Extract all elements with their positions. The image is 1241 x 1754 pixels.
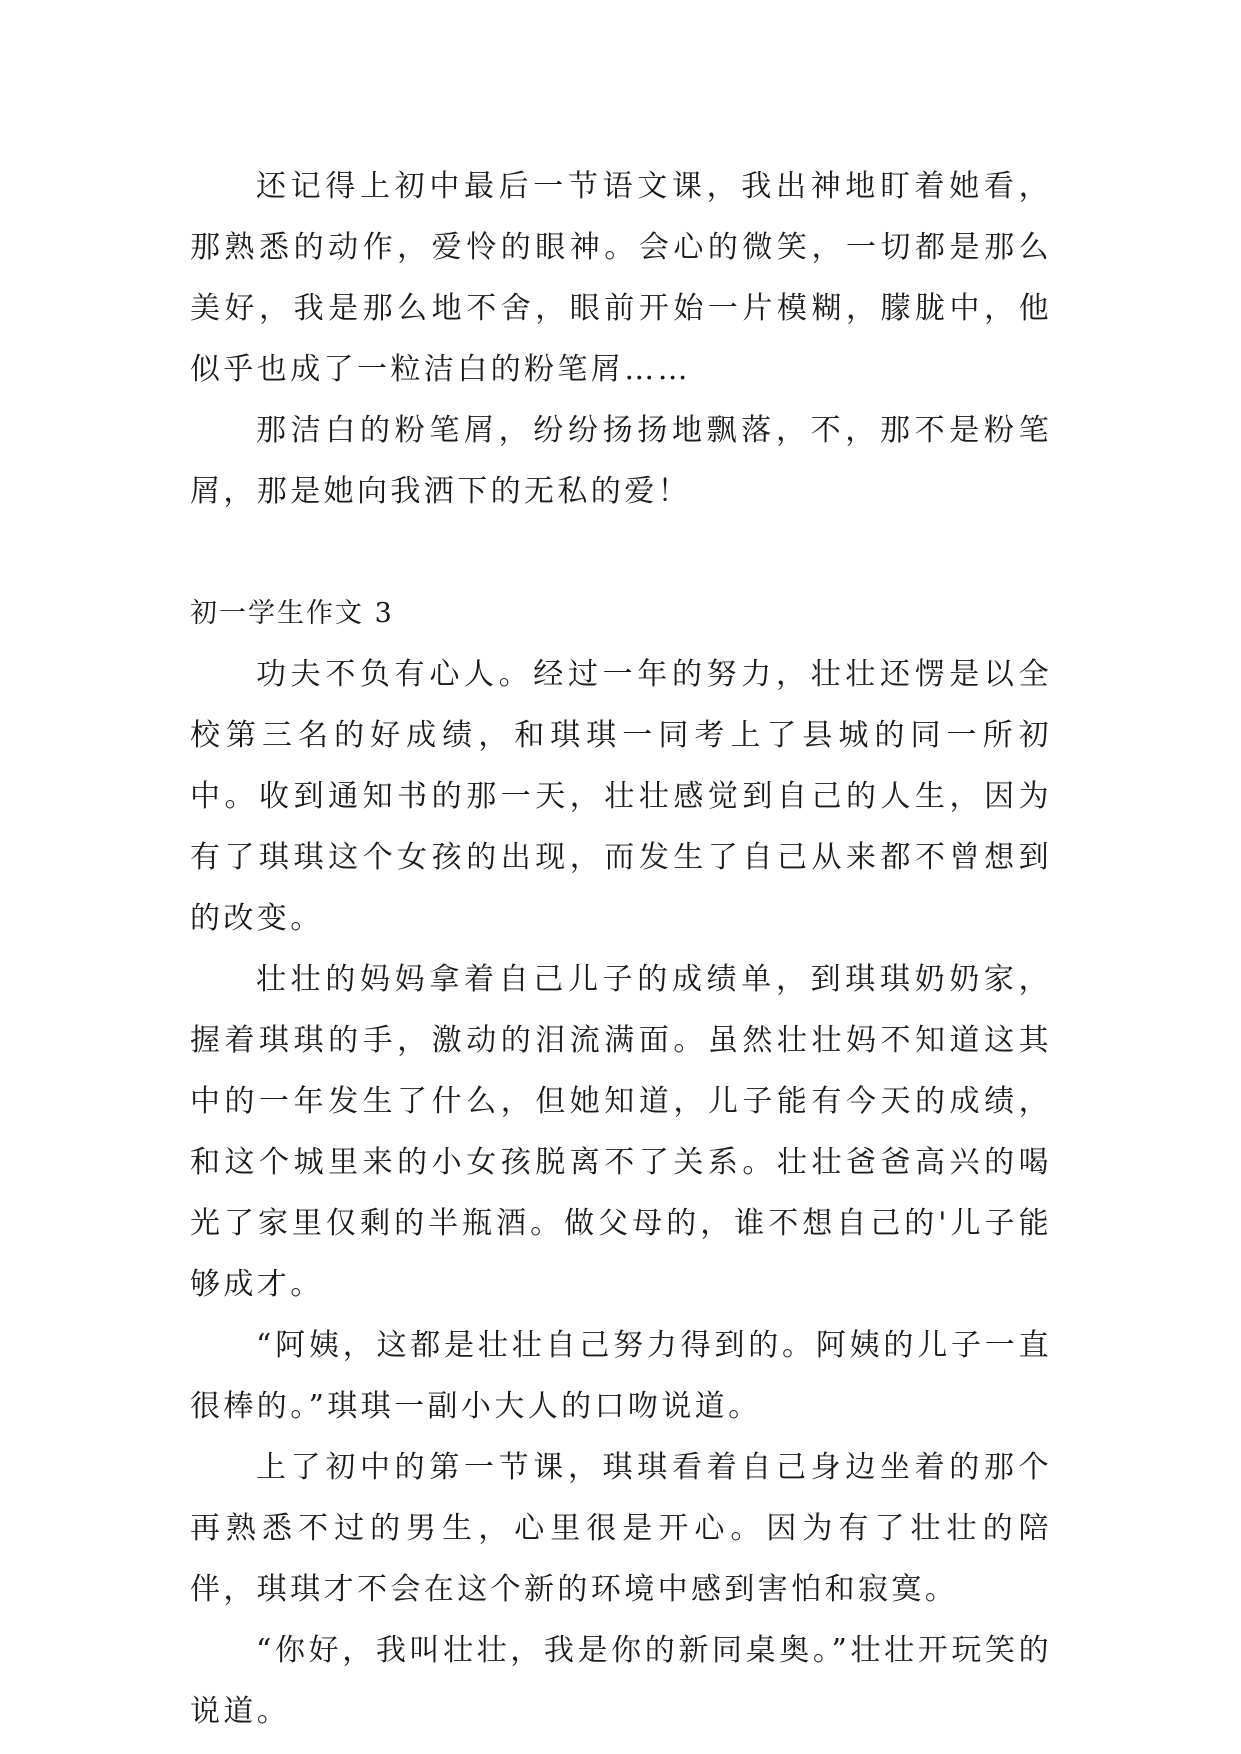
- paragraph: 还记得上初中最后一节语文课，我出神地盯着她看，那熟悉的动作，爱怜的眼神。会心的微笑，一切都是那么美好，我是那么地不舍，眼前开始一片模糊，朦胧中，他似乎也成了一粒洁白的粉笔屑……: [190, 169, 1052, 387]
- document-page: [190, 156, 1052, 1742]
- paragraph: 那洁白的粉笔屑，纷纷扬扬地飘落，不，那不是粉笔屑，那是她向我洒下的无私的爱！: [190, 413, 1052, 509]
- paragraph: “阿姨，这都是壮壮自己努力得到的。阿姨的儿子一直很棒的。”琪琪一副小大人的口吻说道。: [190, 1328, 1052, 1424]
- paragraph: “你好，我叫壮壮，我是你的新同桌奥。”壮壮开玩笑的说道。: [190, 1633, 1052, 1729]
- paragraph: 壮壮的妈妈拿着自己儿子的成绩单，到琪琪奶奶家，握着琪琪的手，激动的泪流满面。虽然壮壮妈不知道这其中的一年发生了什么，但她知道，儿子能有今天的成绩，和这个城里来的小女孩脱离不了关系。壮壮爸爸高兴的喝光了家里仅剩的半瓶酒。做父母的，谁不想自己的'儿子能够成才。: [190, 962, 1052, 1302]
- essay-heading: 初一学生作文 3: [190, 598, 394, 629]
- paragraph: 功夫不负有心人。经过一年的努力，壮壮还愣是以全校第三名的好成绩，和琪琪一同考上了县城的同一所初中。收到通知书的那一天，壮壮感觉到自己的人生，因为有了琪琪这个女孩的出现，而发生了自己从来都不曾想到的改变。: [190, 657, 1052, 936]
- paragraph: 上了初中的第一节课，琪琪看着自己身边坐着的那个再熟悉不过的男生，心里很是开心。因为有了壮壮的陪伴，琪琪才不会在这个新的环境中感到害怕和寂寞。: [190, 1450, 1052, 1607]
